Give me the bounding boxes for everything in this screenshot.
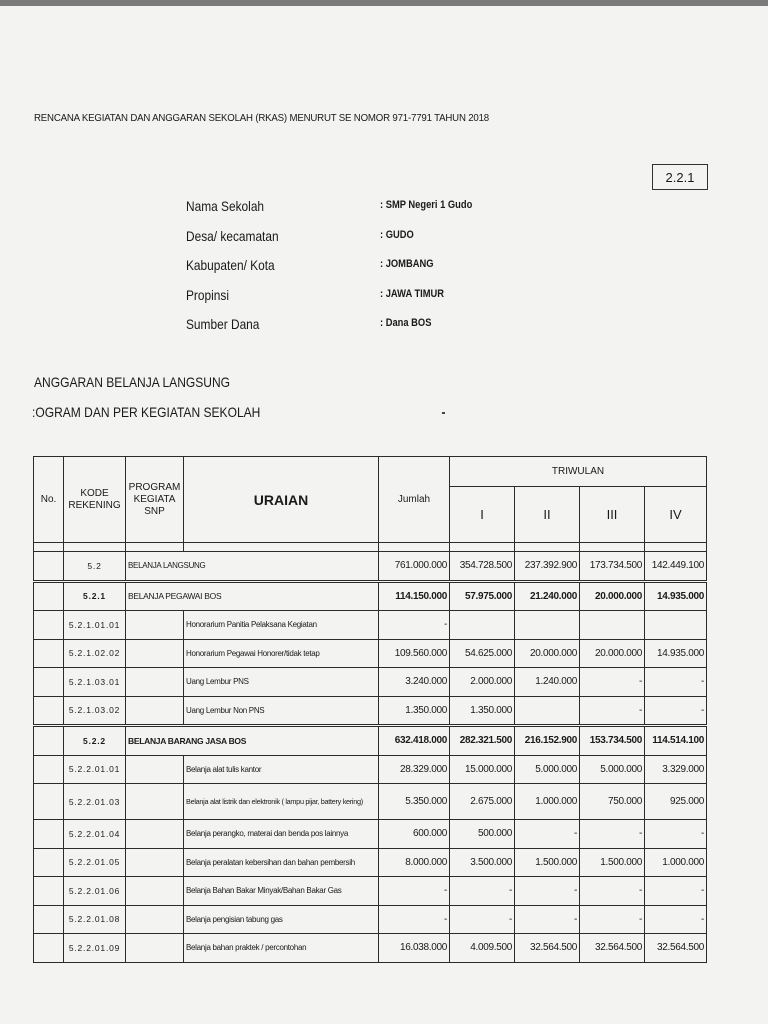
cell-q2: 5.000.000 — [515, 755, 580, 784]
header-uraian: URAIAN — [184, 457, 379, 543]
cell-q4: - — [645, 820, 707, 849]
table-row — [34, 668, 707, 697]
cell-kode: 5.2.2.01.03 — [64, 784, 126, 820]
info-value: : JOMBANG — [380, 258, 434, 270]
table-row — [34, 726, 707, 756]
budget-table — [33, 456, 707, 963]
cell-q2: 216.152.900 — [515, 726, 580, 756]
cell-q3: 32.564.500 — [580, 934, 645, 963]
cell-uraian: Uang Lembur Non PNS — [184, 696, 379, 726]
cell-uraian: Uang Lembur PNS — [184, 668, 379, 697]
cell-kode: 5.2.2.01.05 — [64, 848, 126, 877]
cell-q4: 32.564.500 — [645, 934, 707, 963]
cell-program — [126, 696, 184, 726]
section-heading-program: :OGRAM DAN PER KEGIATAN SEKOLAH — [32, 404, 261, 420]
scan-top-edge — [0, 0, 768, 6]
cell-kode: 5.2.2.01.09 — [64, 934, 126, 963]
cell-q4: - — [645, 905, 707, 934]
cell-kode: 5.2.2.01.01 — [64, 755, 126, 784]
cell-program — [126, 639, 184, 668]
cell-kode: 5.2.1.03.02 — [64, 696, 126, 726]
cell-jumlah: 1.350.000 — [379, 696, 450, 726]
cell-no — [34, 905, 64, 934]
info-value: : GUDO — [380, 228, 414, 241]
cell-jumlah: 761.000.000 — [379, 552, 450, 582]
spacer-row — [34, 543, 707, 552]
info-value: : SMP Negeri 1 Gudo — [380, 199, 473, 211]
cell-q3: 20.000.000 — [580, 639, 645, 668]
cell-program — [126, 905, 184, 934]
header-triwulan: TRIWULAN — [450, 457, 707, 487]
cell-jumlah: 114.150.000 — [379, 581, 450, 611]
cell-kode: 5.2.2 — [64, 726, 126, 756]
cell-q2: - — [515, 820, 580, 849]
header-q3: III — [580, 487, 645, 543]
cell-kode: 5.2.1.02.02 — [64, 639, 126, 668]
document-code-box: 2.2.1 — [652, 164, 708, 190]
cell-uraian: BELANJA LANGSUNG — [126, 552, 379, 582]
cell-q1: - — [450, 905, 515, 934]
cell-uraian: Belanja bahan praktek / percontohan — [184, 934, 379, 963]
cell-q4: 925.000 — [645, 784, 707, 820]
cell-jumlah: 109.560.000 — [379, 639, 450, 668]
info-label: Nama Sekolah — [186, 198, 265, 214]
cell-q1: 3.500.000 — [450, 848, 515, 877]
table-row — [34, 581, 707, 611]
cell-q3: - — [580, 877, 645, 906]
cell-uraian: Belanja pengisian tabung gas — [184, 905, 379, 934]
cell-no — [34, 581, 64, 611]
cell-q1: 15.000.000 — [450, 755, 515, 784]
cell-q4: - — [645, 696, 707, 726]
cell-jumlah: - — [379, 611, 450, 640]
cell-q2 — [515, 696, 580, 726]
cell-q2: 20.000.000 — [515, 639, 580, 668]
table-row — [34, 934, 707, 963]
cell-kode: 5.2.2.01.06 — [64, 877, 126, 906]
cell-kode: 5.2.1.01.01 — [64, 611, 126, 640]
cell-q1: 57.975.000 — [450, 581, 515, 611]
table-row — [34, 696, 707, 726]
info-label: Desa/ kecamatan — [186, 227, 279, 244]
cell-jumlah: 28.329.000 — [379, 755, 450, 784]
header-q4: IV — [645, 487, 707, 543]
cell-q4: 14.935.000 — [645, 581, 707, 611]
cell-q3: 153.734.500 — [580, 726, 645, 756]
cell-q2: 1.240.000 — [515, 668, 580, 697]
table-row — [34, 820, 707, 849]
cell-q4: 3.329.000 — [645, 755, 707, 784]
cell-q1: 354.728.500 — [450, 552, 515, 582]
cell-q3: 750.000 — [580, 784, 645, 820]
cell-no — [34, 877, 64, 906]
cell-jumlah: 632.418.000 — [379, 726, 450, 756]
cell-q1: 2.675.000 — [450, 784, 515, 820]
cell-no — [34, 820, 64, 849]
cell-uraian: BELANJA PEGAWAI BOS — [126, 581, 379, 611]
cell-kode: 5.2 — [64, 552, 126, 582]
cell-no — [34, 784, 64, 820]
cell-program — [126, 668, 184, 697]
cell-q2: 21.240.000 — [515, 581, 580, 611]
section-heading-budget: ANGGARAN BELANJA LANGSUNG — [34, 374, 231, 390]
table-row — [34, 755, 707, 784]
cell-q1: 2.000.000 — [450, 668, 515, 697]
cell-kode: 5.2.1.03.01 — [64, 668, 126, 697]
cell-q3: - — [580, 668, 645, 697]
cell-q2: - — [515, 877, 580, 906]
table-row — [34, 611, 707, 640]
header-kode: KODE REKENING — [64, 457, 126, 543]
cell-jumlah: 3.240.000 — [379, 668, 450, 697]
cell-q4: - — [645, 668, 707, 697]
header-q1: I — [450, 487, 515, 543]
cell-program — [126, 877, 184, 906]
cell-no — [34, 611, 64, 640]
cell-jumlah: 8.000.000 — [379, 848, 450, 877]
cell-uraian: Belanja Bahan Bakar Minyak/Bahan Bakar Gas — [184, 877, 379, 906]
cell-q1 — [450, 611, 515, 640]
cell-no — [34, 934, 64, 963]
cell-q2: 1.500.000 — [515, 848, 580, 877]
cell-jumlah: 16.038.000 — [379, 934, 450, 963]
cell-q4: 142.449.100 — [645, 552, 707, 582]
cell-q4: 14.935.000 — [645, 639, 707, 668]
cell-q4: 114.514.100 — [645, 726, 707, 756]
cell-q2 — [515, 611, 580, 640]
cell-no — [34, 755, 64, 784]
cell-program — [126, 820, 184, 849]
cell-q3: 5.000.000 — [580, 755, 645, 784]
cell-no — [34, 848, 64, 877]
info-label: Propinsi — [186, 286, 230, 303]
info-value: : Dana BOS — [380, 317, 432, 329]
cell-kode: 5.2.2.01.04 — [64, 820, 126, 849]
header-no: No. — [34, 457, 64, 543]
cell-uraian: Belanja peralatan kebersihan dan bahan pembersih — [184, 848, 379, 877]
table-row — [34, 848, 707, 877]
cell-uraian: Honorarium Panitia Pelaksana Kegiatan — [184, 611, 379, 640]
cell-q1: - — [450, 877, 515, 906]
cell-q3: - — [580, 820, 645, 849]
header-program: PROGRAM KEGIATA SNP — [126, 457, 184, 543]
scan-speck — [442, 412, 445, 414]
cell-q2: - — [515, 905, 580, 934]
cell-no — [34, 668, 64, 697]
header-jumlah: Jumlah — [379, 457, 450, 543]
cell-no — [34, 639, 64, 668]
table-row — [34, 639, 707, 668]
table-row — [34, 552, 707, 582]
cell-program — [126, 784, 184, 820]
info-value: : JAWA TIMUR — [380, 287, 445, 300]
cell-q2: 32.564.500 — [515, 934, 580, 963]
cell-q1: 1.350.000 — [450, 696, 515, 726]
cell-q1: 54.625.000 — [450, 639, 515, 668]
cell-uraian: Honorarium Pegawai Honorer/tidak tetap — [184, 639, 379, 668]
cell-q1: 500.000 — [450, 820, 515, 849]
cell-uraian: Belanja alat tulis kantor — [184, 755, 379, 784]
cell-uraian: Belanja perangko, materai dan benda pos lainnya — [184, 820, 379, 849]
info-label: Kabupaten/ Kota — [186, 257, 275, 273]
cell-q4 — [645, 611, 707, 640]
cell-program — [126, 755, 184, 784]
cell-jumlah: - — [379, 877, 450, 906]
table-row — [34, 905, 707, 934]
cell-program — [126, 934, 184, 963]
table-row — [34, 877, 707, 906]
cell-q3: 173.734.500 — [580, 552, 645, 582]
cell-program — [126, 611, 184, 640]
cell-q3: - — [580, 696, 645, 726]
table-row — [34, 784, 707, 820]
cell-q2: 237.392.900 — [515, 552, 580, 582]
cell-uraian: BELANJA BARANG JASA BOS — [126, 726, 379, 756]
header-q2: II — [515, 487, 580, 543]
document-title: RENCANA KEGIATAN DAN ANGGARAN SEKOLAH (RKAS) MENURUT SE NOMOR 971-7791 TAHUN 2018 — [34, 112, 489, 124]
cell-jumlah: 5.350.000 — [379, 784, 450, 820]
info-label: Sumber Dana — [186, 316, 260, 332]
cell-no — [34, 552, 64, 582]
cell-kode: 5.2.2.01.08 — [64, 905, 126, 934]
cell-q4: 1.000.000 — [645, 848, 707, 877]
cell-q3: 1.500.000 — [580, 848, 645, 877]
cell-q1: 282.321.500 — [450, 726, 515, 756]
cell-jumlah: - — [379, 905, 450, 934]
cell-uraian: Belanja alat listrik dan elektronik ( lampu pijar, battery kering) — [184, 784, 379, 820]
cell-program — [126, 848, 184, 877]
cell-no — [34, 696, 64, 726]
cell-jumlah: 600.000 — [379, 820, 450, 849]
cell-q1: 4.009.500 — [450, 934, 515, 963]
cell-no — [34, 726, 64, 756]
cell-q3: - — [580, 905, 645, 934]
cell-q3: 20.000.000 — [580, 581, 645, 611]
cell-q3 — [580, 611, 645, 640]
cell-kode: 5.2.1 — [64, 581, 126, 611]
cell-q2: 1.000.000 — [515, 784, 580, 820]
cell-q4: - — [645, 877, 707, 906]
